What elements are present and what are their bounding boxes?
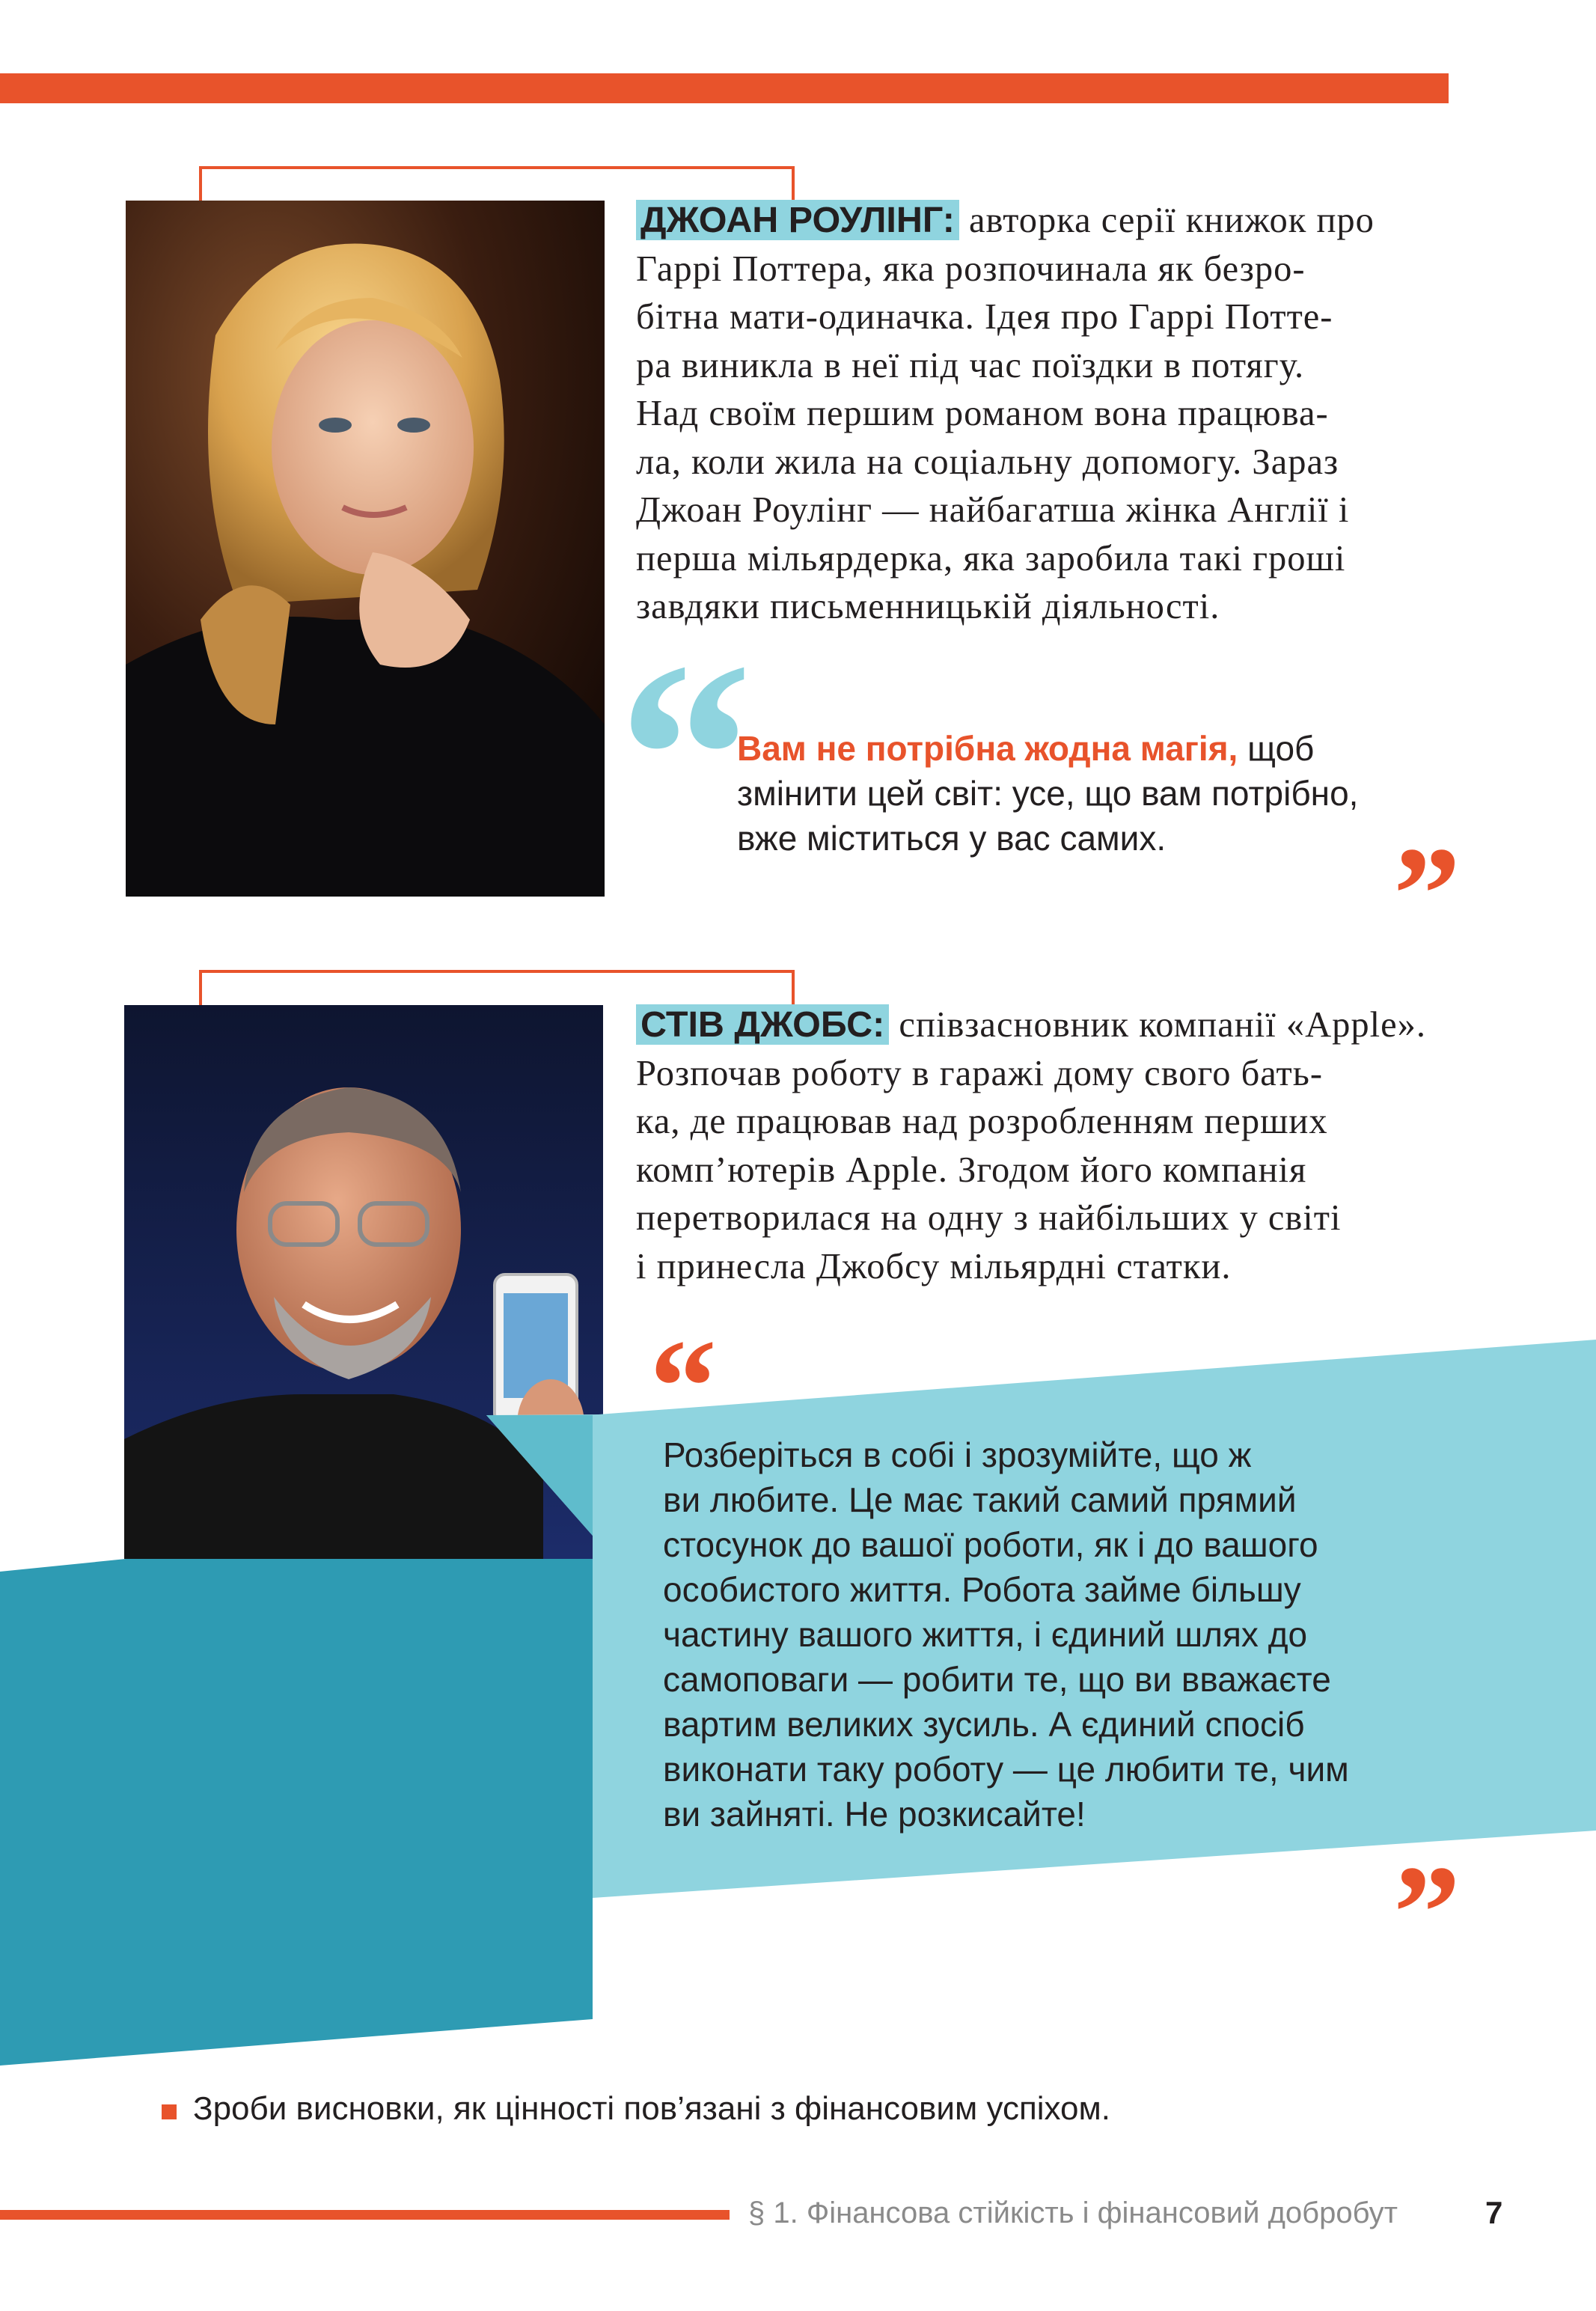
jobs-quote-line-6: самоповаги — робити те, що ви вважаєте xyxy=(663,1660,1331,1699)
rowling-quote-line-1: Вам не потрібна жодна магія, щоб xyxy=(737,729,1315,768)
rowling-bio-line-6: ла, коли жила на соціальну допомогу. Зараз xyxy=(636,442,1339,482)
jobs-bio-line-6: і принесла Джобсу мільярдні статки. xyxy=(636,1246,1232,1286)
rowling-name: ДЖОАН РОУЛІНГ: xyxy=(636,200,959,240)
jobs-close-quote-icon: ” xyxy=(1393,1838,1461,1987)
jobs-quote-line-9: ви зайняті. Не розкисайте! xyxy=(663,1795,1086,1834)
jobs-bio-line-3: ка, де працював над розробленням перших xyxy=(636,1102,1328,1141)
jobs-quote xyxy=(663,1432,1456,1837)
rowling-bio-line-1: ДЖОАН РОУЛІНГ: авторка серії книжок про xyxy=(636,196,1448,245)
jobs-bio-line-4: комп’ютерів Apple. Згодом його компанія xyxy=(636,1150,1307,1190)
jobs-quote-line-7: вартим великих зусиль. А єдиний спосіб xyxy=(663,1705,1305,1744)
rowling-quote-line-2: змінити цей світ: усе, що вам потрібно, xyxy=(737,774,1359,813)
jobs-bio-line-2: Розпочав роботу в гаражі дому свого бать- xyxy=(636,1053,1324,1093)
jobs-quote-line-3: стосунок до вашої роботи, як і до вашого xyxy=(663,1525,1318,1564)
rowling-quote-highlight: Вам не потрібна жодна магія, xyxy=(737,729,1238,768)
jobs-quote-line-8: виконати таку роботу — це любити те, чим xyxy=(663,1750,1349,1789)
rowling-bio-line-4: ра виникла в неї під час поїздки в потягу. xyxy=(636,345,1305,385)
rowling-open-quote-icon: “ xyxy=(618,606,753,905)
rowling-bio-line-2: Гаррі Поттера, яка розпочинала як безро- xyxy=(636,248,1306,289)
page-number: 7 xyxy=(1485,2195,1503,2230)
jobs-name: СТІВ ДЖОБС: xyxy=(636,1004,889,1045)
rowling-bio-line-7: Джоан Роулінг — найбагатша жінка Англії і xyxy=(636,490,1350,530)
rowling-bio-line-3: бітна мати-одиначка. Ідея про Гаррі Потте- xyxy=(636,297,1333,337)
jobs-open-quote-icon: “ xyxy=(649,1312,717,1461)
task-bullet-icon xyxy=(162,2104,177,2119)
rowling-quote xyxy=(737,726,1455,861)
jobs-quote-line-4: особистого життя. Робота займе більшу xyxy=(663,1570,1301,1609)
footer-section-title: § 1. Фінансова стійкість і фінансовий добробут xyxy=(748,2196,1398,2229)
rowling-bio-line-5: Над своїм першим романом вона працюва- xyxy=(636,394,1329,433)
rowling-bio xyxy=(636,196,1448,632)
rowling-bio-line-8: перша мільярдерка, яка заробила такі гроші xyxy=(636,538,1346,578)
jobs-quote-line-2: ви любите. Це має такий самий прямий xyxy=(663,1480,1297,1519)
rowling-photo xyxy=(126,201,605,897)
jobs-bio xyxy=(636,1001,1448,1291)
jobs-quote-line-5: частину вашого життя, і єдиний шлях до xyxy=(663,1615,1308,1654)
jobs-bio-line-5: перетворилася на одну з найбільших у світі xyxy=(636,1198,1342,1238)
footer-accent-line xyxy=(0,2210,730,2220)
jobs-quote-line-1: Розберіться в собі і зрозумійте, що ж xyxy=(663,1435,1252,1474)
rowling-quote-line-3: вже міститься у вас самих. xyxy=(737,819,1167,858)
rowling-bio-line-9: завдяки письменницькій діяльності. xyxy=(636,587,1220,626)
top-accent-bar xyxy=(0,73,1449,103)
task-text: Зроби висновки, як цінності пов’язані з фінансовим успіхом. xyxy=(193,2090,1111,2127)
rowling-close-quote-icon: ” xyxy=(1393,819,1461,968)
jobs-bio-line-1: СТІВ ДЖОБС: співзасновник компанії «Apple». xyxy=(636,1001,1448,1050)
